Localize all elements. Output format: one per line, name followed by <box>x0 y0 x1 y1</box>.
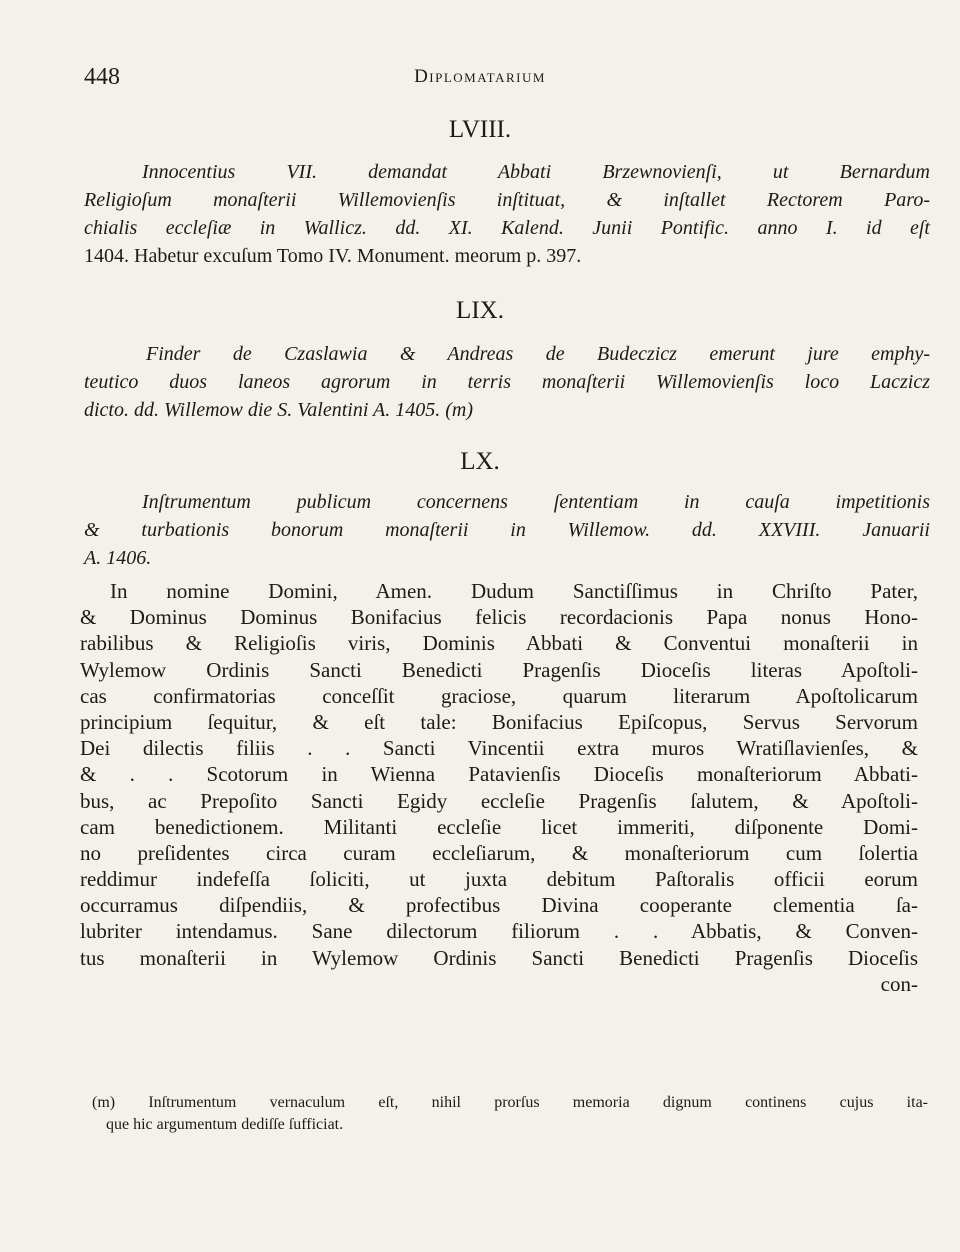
text-line: & . . Scotorum in Wienna Patavienſis Dioceſis monaſteriorum Abbati- <box>80 762 918 787</box>
rubric-line: dicto. dd. Willemow die S. Valentini A. 1405. (m) <box>84 399 474 421</box>
rubric-line: Inſtrumentum publicum concernens ſententiam in cauſa impetitionis <box>142 491 930 513</box>
rubric-line: A. 1406. <box>84 547 152 569</box>
catchword: con- <box>880 971 918 996</box>
text-line: Dei dilectis filiis . . Sancti Vincentii extra muros Wratiſlavienſes, & <box>80 736 918 761</box>
text-line: rabilibus & Religioſis viris, Dominis Abbati & Conventui monaſterii in <box>80 631 918 656</box>
text-line: Wylemow Ordinis Sancti Benedicti Pragenſis Dioceſis literas Apoſtoli- <box>80 657 918 682</box>
text-line: occurramus diſpendiis, & profectibus Divina cooperante clementia ſa- <box>80 893 918 918</box>
text-line: & Dominus Dominus Bonifacius felicis recordacionis Papa nonus Hono- <box>80 605 918 630</box>
section-heading-lviii: LVIII. <box>448 116 512 143</box>
text-line: cam benedictionem. Militanti eccleſie licet immeriti, diſponente Domi- <box>80 814 918 839</box>
footnote <box>92 1092 928 1136</box>
rubric-line: & turbationis bonorum monaſterii in Willemow. dd. XXVIII. Januarii <box>84 519 930 541</box>
footnote-line: (m) Inſtrumentum vernaculum eſt, nihil prorſus memoria dignum continens cujus ita- <box>92 1094 928 1111</box>
section-heading-lix: LIX. <box>456 297 504 324</box>
text-line: In nomine Domini, Amen. Dudum Sanctiſſimus in Chriſto Pater, <box>110 579 918 603</box>
section-heading-lx: LX. <box>460 448 500 475</box>
rubric-lix <box>84 340 930 424</box>
running-head: Diplomatarium <box>414 66 546 87</box>
text-line: bus, ac Prepoſito Sancti Egidy eccleſie Pragenſis ſalutem, & Apoſtoli- <box>80 788 918 813</box>
page-number: 448 <box>84 64 120 90</box>
text-line: reddimur indefeſſa ſoliciti, ut juxta debitum Paſtoralis officii eorum <box>80 867 918 892</box>
rubric-lx <box>84 488 930 572</box>
text-line: cas confirmatorias conceſſit graciose, quarum literarum Apoſtolicarum <box>80 683 918 708</box>
text-line: tus monaſterii in Wylemow Ordinis Sancti Benedicti Pragenſis Dioceſis <box>80 945 918 970</box>
rubric-line: 1404. Habetur excuſum Tomo IV. Monument. meorum p. 397. <box>84 245 582 267</box>
rubric-line: Finder de Czaslawia & Andreas de Budeczicz emerunt jure emphy- <box>146 343 930 365</box>
rubric-lviii <box>84 158 930 270</box>
text-line: no preſidentes circa curam eccleſiarum, & monaſteriorum cum ſolertia <box>80 840 918 865</box>
text-line: principium ſequitur, & eſt tale: Bonifacius Epiſcopus, Servus Servorum <box>80 709 918 734</box>
footnote-line: que hic argumentum dediſſe ſufficiat. <box>106 1116 344 1133</box>
text-line: lubriter intendamus. Sane dilectorum filiorum . . Abbatis, & Conven- <box>80 919 918 944</box>
rubric-line: Innocentius VII. demandat Abbati Brzewnovienſi, ut Bernardum <box>142 161 930 183</box>
rubric-line: chialis eccleſiæ in Wallicz. dd. XI. Kalend. Junii Pontific. anno I. id eſt <box>84 217 930 239</box>
rubric-line: Religioſum monaſterii Willemovienſis inſtituat, & inſtallet Rectorem Paro- <box>84 189 930 211</box>
rubric-line: teutico duos laneos agrorum in terris monaſterii Willemovienſis loco Laczicz <box>84 371 930 393</box>
instrument-text <box>80 578 918 997</box>
